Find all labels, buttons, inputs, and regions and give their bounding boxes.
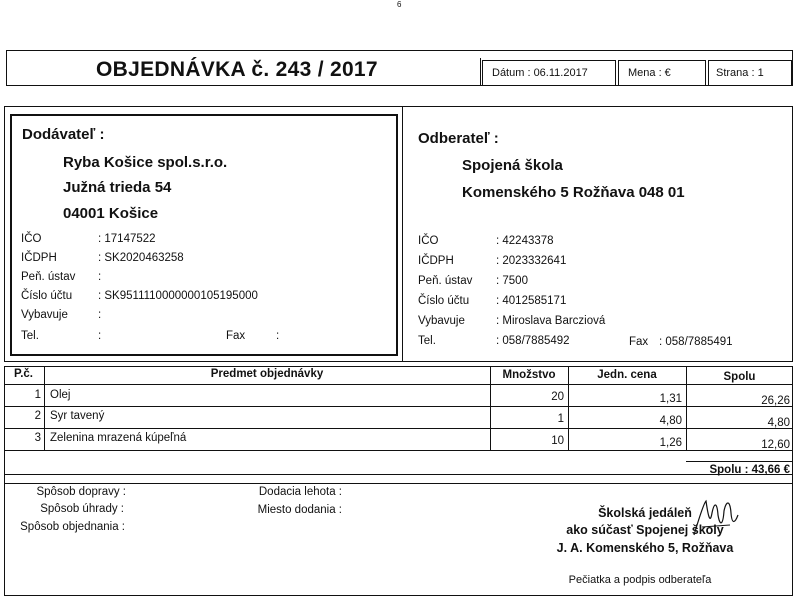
col-header-pc: P.č. xyxy=(14,368,33,380)
customer-account-label: Číslo účtu xyxy=(418,295,470,307)
stamp-line-3: J. A. Komenského 5, Rožňava xyxy=(556,541,734,555)
currency: Mena : € xyxy=(628,67,671,79)
customer-icdph-label: IČDPH xyxy=(418,255,454,267)
row-1-pc: 1 xyxy=(34,389,41,401)
delivery-place-label: Miesto dodania : xyxy=(257,504,342,516)
row-1-total: 26,26 xyxy=(761,395,790,407)
supplier-icdph-value: : SK2020463258 xyxy=(98,252,184,264)
row-3-price: 1,26 xyxy=(659,437,682,449)
customer-bank-label: Peň. ústav xyxy=(418,275,473,287)
payment-label: Spôsob úhrady : xyxy=(40,503,124,515)
customer-icdph-value: : 2023332641 xyxy=(496,255,567,267)
row-2-qty: 1 xyxy=(557,413,564,425)
document-title: OBJEDNÁVKA č. 243 / 2017 xyxy=(96,58,378,81)
supplier-account-value: : SK9511110000000105195000 xyxy=(98,290,258,302)
supplier-heading: Dodávateľ : xyxy=(22,126,105,143)
row-3-total: 12,60 xyxy=(761,439,790,451)
delivery-term-label: Dodacia lehota : xyxy=(258,486,342,498)
row-3-item: Zelenina mrazená kúpeľná xyxy=(50,432,187,444)
col-header-price: Jedn. cena xyxy=(597,369,657,381)
customer-tel-label: Tel. xyxy=(418,335,436,347)
customer-ico-value: : 42243378 xyxy=(496,235,554,247)
supplier-city: 04001 Košice xyxy=(63,205,159,222)
customer-ico-label: IČO xyxy=(418,235,439,247)
row-2-item: Syr tavený xyxy=(50,410,105,422)
col-header-item: Predmet objednávky xyxy=(210,368,324,380)
supplier-ico-label: IČO xyxy=(21,233,42,245)
row-1-qty: 20 xyxy=(551,391,564,403)
row-3-pc: 3 xyxy=(34,432,41,444)
customer-contact-value: : Miroslava Barcziová xyxy=(496,315,606,327)
row-1-item: Olej xyxy=(50,389,71,401)
signature-label: Pečiatka a podpis odberateľa xyxy=(568,574,712,586)
order-total: Spolu : 43,66 € xyxy=(709,464,790,476)
supplier-street: Južná trieda 54 xyxy=(63,179,172,196)
supplier-contact-value: : xyxy=(98,309,102,321)
col-header-total: Spolu xyxy=(723,371,756,383)
col-header-qty: Množstvo xyxy=(502,369,556,381)
supplier-bank-label: Peň. ústav xyxy=(21,271,76,283)
customer-name: Spojená škola xyxy=(462,157,563,174)
customer-bank-value: : 7500 xyxy=(496,275,528,287)
supplier-contact-label: Vybavuje xyxy=(21,309,68,321)
supplier-fax-label: Fax xyxy=(226,330,246,342)
customer-heading: Odberateľ : xyxy=(418,130,499,147)
customer-contact-label: Vybavuje xyxy=(418,315,465,327)
customer-fax-value: : 058/7885491 xyxy=(659,336,733,348)
transport-label: Spôsob dopravy : xyxy=(36,486,126,498)
row-2-price: 4,80 xyxy=(659,415,682,427)
signature xyxy=(690,495,742,541)
supplier-name: Ryba Košice spol.s.r.o. xyxy=(63,154,228,171)
customer-tel-value: : 058/7885492 xyxy=(496,335,570,347)
customer-address: Komenského 5 Rožňava 048 01 xyxy=(462,184,685,201)
row-2-pc: 2 xyxy=(34,410,41,422)
row-2-total: 4,80 xyxy=(767,417,790,429)
order-method-label: Spôsob objednania : xyxy=(20,521,125,533)
supplier-account-label: Číslo účtu xyxy=(21,290,73,302)
row-1-price: 1,31 xyxy=(659,393,682,405)
supplier-box xyxy=(10,114,398,356)
customer-account-value: : 4012585171 xyxy=(496,295,567,307)
stamp-line-2: ako súčasť Spojenej školy xyxy=(566,523,724,537)
supplier-fax-value: : xyxy=(276,330,280,342)
order-date: Dátum : 06.11.2017 xyxy=(492,67,588,79)
stamp-line-1: Školská jedáleň xyxy=(598,506,692,520)
supplier-ico-value: : 17147522 xyxy=(98,233,156,245)
supplier-bank-value: : xyxy=(98,271,102,283)
customer-fax-label: Fax xyxy=(629,336,649,348)
supplier-tel-value: : xyxy=(98,330,102,342)
row-3-qty: 10 xyxy=(551,435,564,447)
page-number: Strana : 1 xyxy=(716,67,764,79)
supplier-tel-label: Tel. xyxy=(21,330,39,342)
page-mark: 6 xyxy=(397,0,402,9)
supplier-icdph-label: IČDPH xyxy=(21,252,57,264)
